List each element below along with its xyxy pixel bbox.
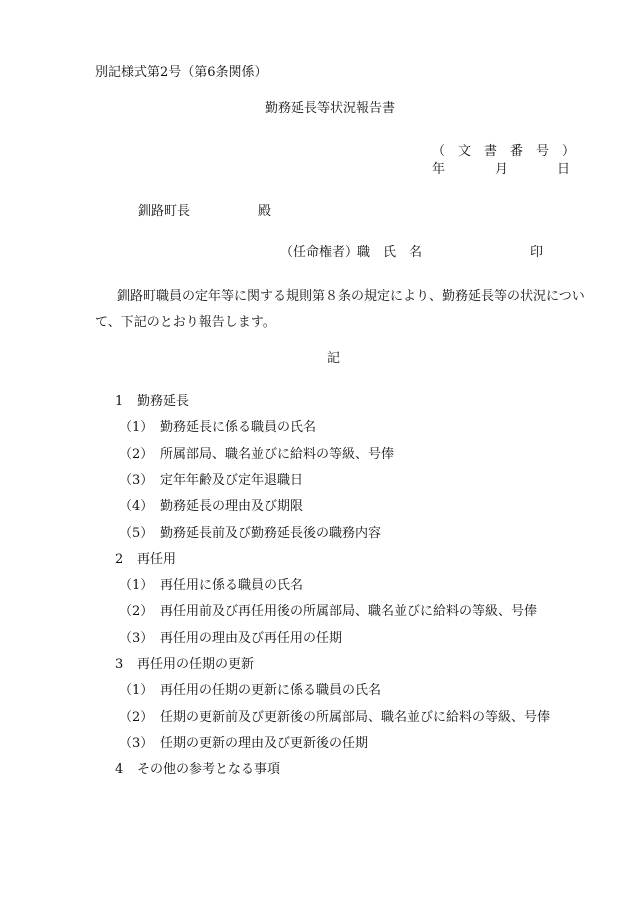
page-title: 勤務延長等状況報告書 <box>265 101 396 116</box>
item-text: 再任用に係る職員の氏名 <box>160 578 304 594</box>
item-number: （3） <box>119 630 154 646</box>
section-heading <box>115 395 189 408</box>
item-text: 任期の更新の理由及び更新後の任期 <box>160 735 369 751</box>
list-item <box>119 500 303 513</box>
item-text: 再任用前及び再任用後の所属部局、職名並びに給料の等級、号俸 <box>160 604 538 620</box>
form-label: 別記様式第2号（第6条関係） <box>95 65 268 80</box>
reporter-label: 職 氏 名 <box>357 245 423 260</box>
section-label: 再任用 <box>137 551 177 567</box>
ki-heading: 記 <box>327 351 341 366</box>
body-paragraph: 釧路町職員の定年等に関する規則第８条の規定により、勤務延長等の状況について、下記のとおり報告します。 <box>95 289 585 330</box>
date-month: 月 <box>495 162 509 177</box>
list-item <box>119 605 537 618</box>
section-number: 2 <box>115 551 124 567</box>
list-item <box>119 448 394 461</box>
list-item <box>119 421 316 434</box>
item-number: （1） <box>119 683 154 699</box>
section-label: 勤務延長 <box>137 394 190 409</box>
document-number: （ 文 書 番 号 ） <box>432 144 576 159</box>
addressee-honorific: 殿 <box>258 204 272 219</box>
list-item <box>119 684 381 697</box>
item-number: （3） <box>119 472 154 488</box>
item-text: 任期の更新前及び更新後の所属部局、職名並びに給料の等級、号俸 <box>160 709 551 725</box>
item-number: （1） <box>119 420 154 436</box>
item-number: （3） <box>119 735 154 751</box>
list-item <box>119 711 550 724</box>
item-text: 勤務延長前及び勤務延長後の職務内容 <box>160 525 382 541</box>
item-text: 所属部局、職名並びに給料の等級、号俸 <box>160 446 395 462</box>
date-day: 日 <box>557 162 571 177</box>
list-item <box>119 632 342 645</box>
item-number: （2） <box>119 604 154 620</box>
section-number: 4 <box>115 762 124 778</box>
item-number: （1） <box>119 578 154 594</box>
list-item <box>119 579 303 592</box>
list-item <box>119 527 381 540</box>
reporter-role: （任命権者） <box>280 245 359 260</box>
item-number: （2） <box>119 446 154 462</box>
section-label: その他の参考となる事項 <box>137 762 281 778</box>
seal-mark: 印 <box>530 245 544 260</box>
item-number: （5） <box>119 525 154 541</box>
item-number: （2） <box>119 709 154 725</box>
item-text: 定年年齢及び定年退職日 <box>160 472 304 488</box>
item-text: 再任用の任期の更新に係る職員の氏名 <box>160 683 382 699</box>
addressee-name: 釧路町長 <box>138 204 191 219</box>
item-text: 勤務延長に係る職員の氏名 <box>160 420 317 436</box>
section-label: 再任用の任期の更新 <box>137 657 255 672</box>
item-text: 再任用の理由及び再任用の任期 <box>160 630 343 646</box>
section-heading <box>115 658 254 671</box>
item-text: 勤務延長の理由及び期限 <box>160 499 304 515</box>
section-number: 1 <box>115 394 124 409</box>
list-item <box>119 474 303 487</box>
list-item <box>119 737 368 750</box>
section-heading <box>115 763 280 776</box>
item-number: （4） <box>119 499 154 515</box>
section-heading <box>115 553 176 566</box>
section-number: 3 <box>115 657 124 672</box>
date-year: 年 <box>432 162 446 177</box>
